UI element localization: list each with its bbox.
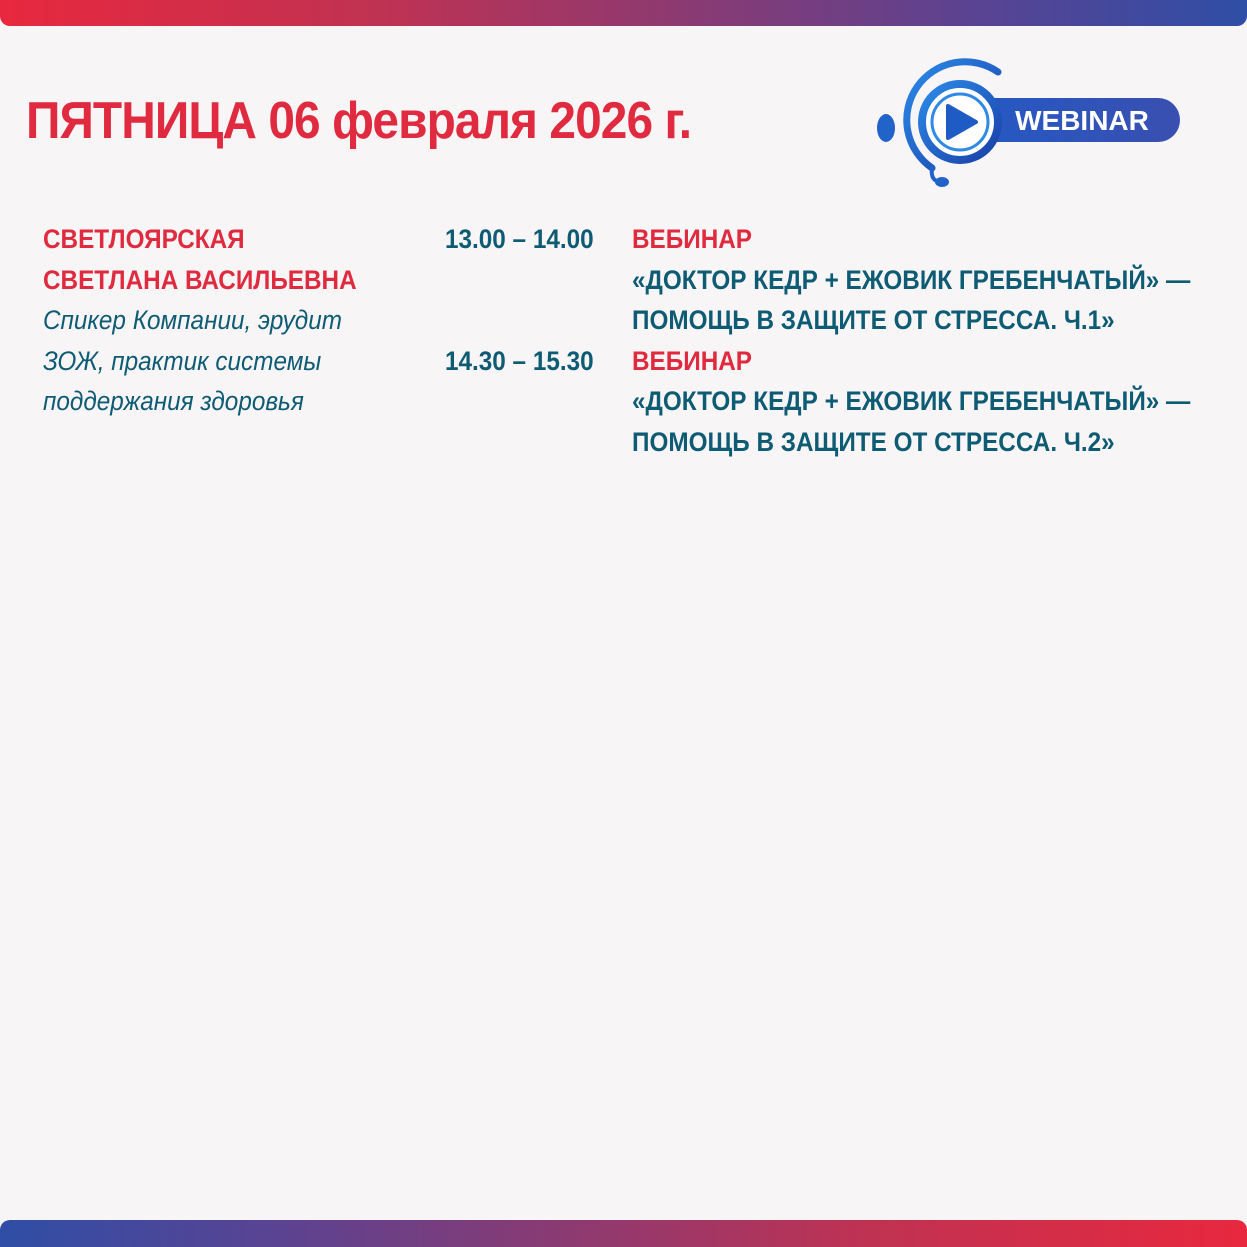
speaker-block (43, 219, 357, 422)
session-title-line: «ДОКТОР КЕДР + ЕЖОВИК ГРЕБЕНЧАТЫЙ» — (632, 264, 1191, 295)
session-title-line: ПОМОЩЬ В ЗАЩИТЕ ОТ СТРЕССА. Ч.1» (632, 305, 1115, 335)
session-title-line: ПОМОЩЬ В ЗАЩИТЕ ОТ СТРЕССА. Ч.2» (632, 426, 1115, 457)
microphone-icon (935, 177, 949, 187)
session-type: ВЕБИНАР (632, 224, 752, 254)
session-time: 13.00 – 14.00 (445, 224, 594, 254)
session-title-line: «ДОКТОР КЕДР + ЕЖОВИК ГРЕБЕНЧАТЫЙ» — (632, 386, 1191, 416)
session-type: ВЕБИНАР (632, 345, 752, 376)
speaker-name: СВЕТЛАНА ВАСИЛЬЕВНА (43, 264, 357, 295)
session-events (632, 219, 1190, 462)
session-times (445, 219, 594, 381)
bottom-gradient-bar (0, 1220, 1247, 1247)
page-title: ПЯТНИЦА 06 февраля 2026 г. (26, 92, 692, 150)
speaker-bio-line: поддержания здоровья (43, 386, 304, 416)
top-gradient-bar (0, 0, 1247, 26)
speaker-surname: СВЕТЛОЯРСКАЯ (43, 224, 245, 254)
headset-earpiece-icon (877, 114, 895, 142)
speaker-bio-line: ЗОЖ, практик системы (43, 345, 322, 376)
logo-text: WEBINAR (1015, 105, 1149, 136)
webinar-logo (872, 56, 1184, 192)
speaker-bio-line: Спикер Компании, эрудит (43, 305, 342, 335)
session-time: 14.30 – 15.30 (445, 345, 594, 376)
